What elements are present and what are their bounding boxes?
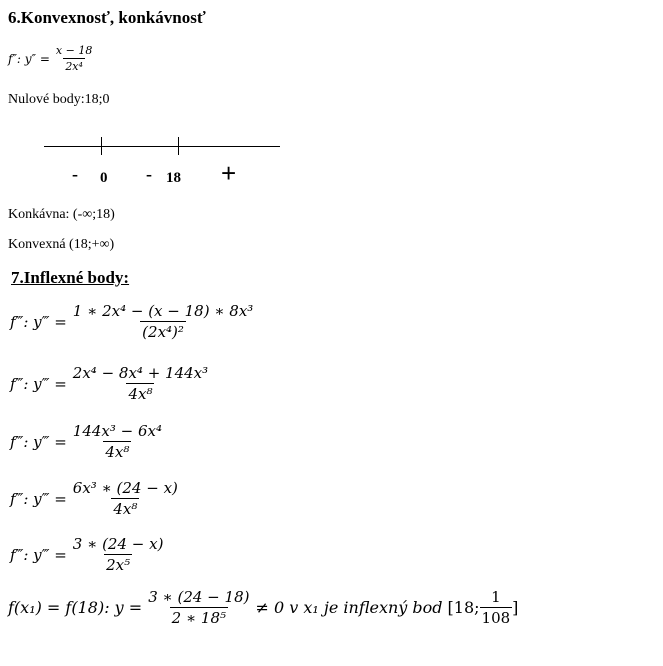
step-numerator: 3 ∗ (24 − x) [72,535,164,553]
concave-interval: Konkávna: (-∞;18) [8,207,115,222]
third-derivative-step-5 [10,535,165,574]
step-denominator: 4x⁸ [105,443,130,461]
point-numerator: 1 [491,588,501,606]
step-denominator: 2x⁵ [106,556,131,574]
section-7-title: 7.Inflexné body: [11,268,130,287]
step-denominator: 4x⁸ [113,500,138,518]
step-numerator: 144x³ − 6x⁴ [72,422,163,440]
inflection-point-result [8,588,518,627]
step-lhs: f‴: y‴ = [10,489,67,508]
point-bracket-close: ] [512,598,519,617]
result-text: ≠ 0 v x₁ je inflexný bod [255,598,443,617]
sign-left: - [72,164,78,184]
label-0: 0 [100,170,108,186]
step-numerator: 1 ∗ 2x⁴ − (x − 18) ∗ 8x³ [72,302,254,320]
number-line-axis [44,146,280,147]
step-fraction [71,422,164,461]
tick-0 [101,137,102,155]
sign-right: + [221,158,237,188]
result-lhs: f(x₁) = f(18): y = [8,598,143,617]
result-denominator: 2 ∗ 18⁵ [171,609,227,627]
formula-fraction [54,44,94,73]
third-derivative-step-2 [10,364,210,403]
convex-interval: Konvexná (18;+∞) [8,237,115,252]
step-fraction [71,364,210,403]
third-derivative-step-3 [10,422,164,461]
second-derivative-formula [8,44,94,73]
point-fraction [480,588,513,627]
zero-points-text: Nulové body:18;0 [8,92,110,107]
step-denominator: (2x⁴)² [142,323,184,341]
formula-lhs: f″: y″ = [8,51,50,66]
result-fraction [146,588,251,627]
formula-denominator: 2x⁴ [65,60,83,73]
step-numerator: 2x⁴ − 8x⁴ + 144x³ [72,364,209,382]
point-denominator: 108 [481,609,511,627]
step-lhs: f‴: y‴ = [10,545,67,564]
tick-18 [178,137,179,155]
step-lhs: f‴: y‴ = [10,312,67,331]
step-fraction [71,479,180,518]
third-derivative-step-1 [10,302,255,341]
step-fraction [71,302,256,341]
result-numerator: 3 ∗ (24 − 18) [148,588,250,606]
third-derivative-step-4 [10,479,180,518]
formula-numerator: x − 18 [55,44,93,57]
step-fraction [71,535,166,574]
step-lhs: f‴: y‴ = [10,432,67,451]
step-numerator: 6x³ ∗ (24 − x) [72,479,178,497]
sign-middle: - [146,164,152,184]
step-lhs: f‴: y‴ = [10,374,67,393]
label-18: 18 [166,170,181,186]
section-6-title: 6.Konvexnosť, konkávnosť [8,8,206,27]
point-bracket-open: [18; [447,598,480,617]
step-denominator: 4x⁸ [128,385,153,403]
